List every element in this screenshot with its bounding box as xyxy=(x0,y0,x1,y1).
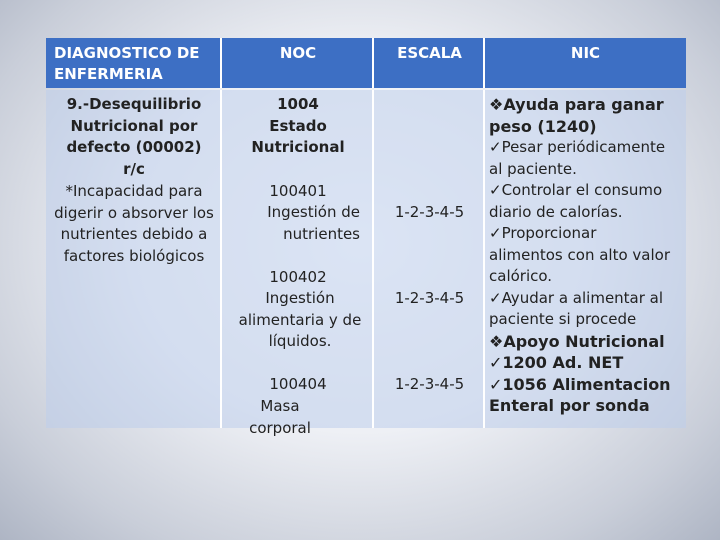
escala-cell xyxy=(374,90,485,428)
escala-value: 1-2-3-4-5 xyxy=(394,289,465,307)
diagnostico-title: 9.-Desequilibrio Nutricional por defecto (00002) xyxy=(66,95,202,156)
noc-main: 1004 Estado Nutricional xyxy=(251,95,345,156)
header-noc xyxy=(222,38,374,88)
header-nic xyxy=(485,38,686,88)
nic-line: ❖Apoyo Nutricional xyxy=(489,331,665,351)
escala-value: 1-2-3-4-5 xyxy=(394,375,465,393)
noc-cell xyxy=(222,90,374,437)
nic-line: ✓1200 Ad. NET xyxy=(489,353,624,372)
noc-item-code: 100404 xyxy=(269,375,327,393)
header-escala xyxy=(374,38,485,88)
header-diagnostico-label: DIAGNOSTICO DE ENFERMERIA xyxy=(54,44,200,83)
header-nic-label: NIC xyxy=(570,44,601,62)
escala-value: 1-2-3-4-5 xyxy=(394,203,465,221)
nic-line: peso (1240) xyxy=(489,116,597,136)
nic-line: diario de calorías. xyxy=(489,202,623,221)
nic-line: calórico. xyxy=(489,267,553,285)
nic-line: Enteral por sonda xyxy=(489,396,650,415)
nic-line: ✓Ayudar a alimentar al xyxy=(489,288,664,307)
noc-item-label: Masa corporal xyxy=(249,397,311,437)
nic-line: ✓Proporcionar xyxy=(489,224,597,242)
nic-list xyxy=(489,94,684,417)
noc-item-code: 100401 xyxy=(269,182,327,200)
noc-item-code: 100402 xyxy=(269,268,327,286)
noc-item-label: Ingestión de nutrientes xyxy=(267,203,360,243)
header-diagnostico xyxy=(46,38,222,88)
nic-cell xyxy=(485,90,686,428)
header-noc-label: NOC xyxy=(279,44,317,62)
nic-line: al paciente. xyxy=(489,159,577,178)
noc-item-label: Ingestión alimentaria y de líquidos. xyxy=(238,289,362,350)
nic-line: alimentos con alto valor xyxy=(489,245,670,264)
nic-line: ✓Pesar periódicamente xyxy=(489,138,666,156)
diagnostico-body: *Incapacidad para digerir o absorver los nutrientes debido a factores biológicos xyxy=(54,182,214,265)
nic-line: paciente si procede xyxy=(489,310,637,328)
nic-line: ✓Controlar el consumo xyxy=(489,181,663,199)
nic-line: ❖Ayuda para ganar xyxy=(489,95,664,114)
diagnostico-cell xyxy=(46,90,222,428)
diagnostico-rc: r/c xyxy=(123,160,145,178)
care-plan-table xyxy=(46,38,686,437)
header-escala-label: ESCALA xyxy=(397,44,462,62)
nic-line: ✓1056 Alimentacion xyxy=(489,374,671,394)
